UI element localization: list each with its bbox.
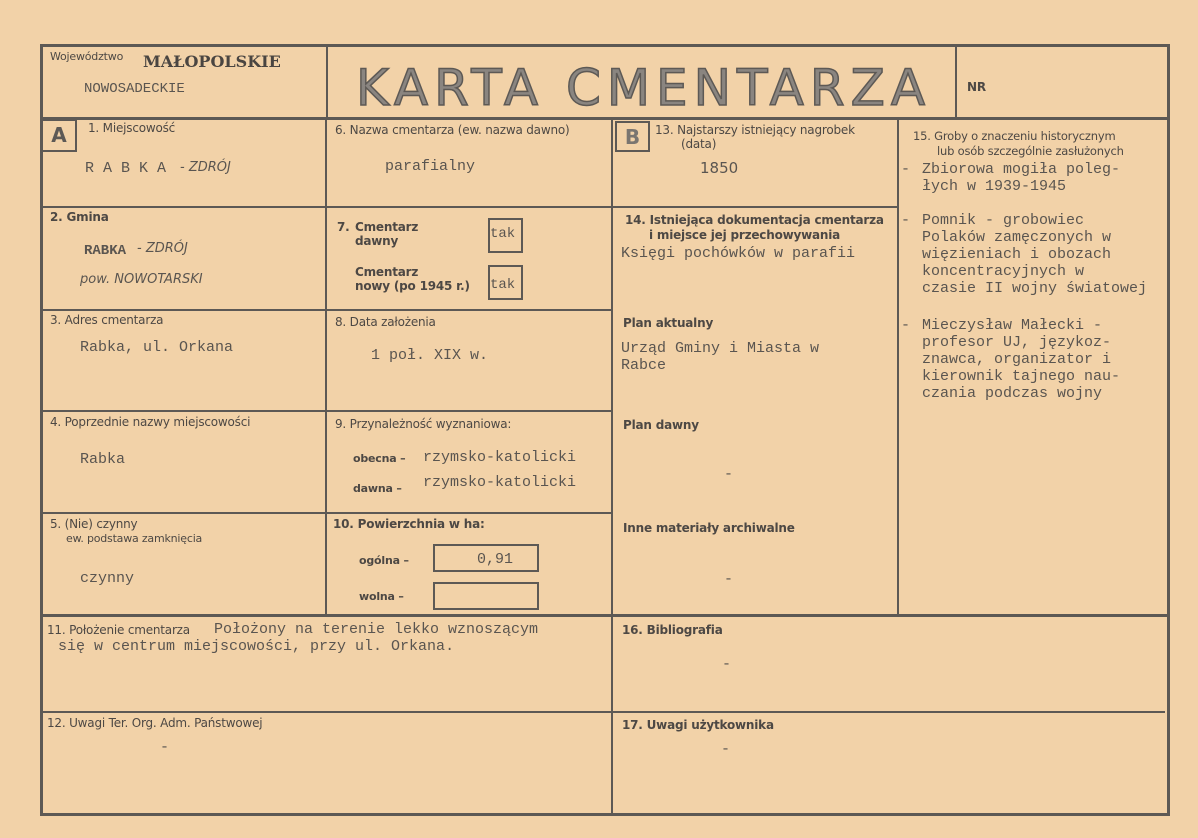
- field-16-value: -: [722, 656, 732, 673]
- wojewodztwo-value: MAŁOPOLSKIE: [143, 52, 281, 71]
- row-line: [326, 410, 612, 412]
- grave-entry-line: profesor UJ, językoz-: [922, 334, 1112, 351]
- field-9-dawna-value: rzymsko-katolicki: [423, 474, 577, 491]
- field-10-label: 10. Powierzchnia w ha:: [333, 517, 485, 531]
- field-2-value: RABKA: [84, 243, 127, 259]
- grave-entry-line: znawca, organizator i: [922, 351, 1112, 368]
- field-12-value: -: [160, 739, 170, 756]
- frame-bottom: [40, 813, 1170, 816]
- inne-materialy-label: Inne materiały archiwalne: [623, 521, 795, 535]
- page-title: KARTA CMENTARZA: [356, 59, 932, 117]
- field-8-value: 1 poł. XIX w.: [371, 347, 489, 364]
- field-14-label: 14. Istniejąca dokumentacja cmentarza: [625, 213, 884, 227]
- row-line: [326, 206, 612, 208]
- row-line: [612, 206, 898, 208]
- field-16-label: 16. Bibliografia: [622, 623, 723, 637]
- grave-entry-line: Polaków zamęczonych w: [922, 229, 1112, 246]
- field-7-nowy-checkbox[interactable]: tak: [488, 265, 523, 300]
- frame-top: [40, 44, 1170, 47]
- field-7-nowy-label-2: nowy (po 1945 r.): [355, 279, 470, 293]
- grave-entry-line: kierownik tajnego nau-: [922, 368, 1121, 385]
- plan-dawny-label: Plan dawny: [623, 418, 699, 432]
- inne-materialy-value: -: [724, 571, 734, 588]
- field-6-value: parafialny: [385, 158, 476, 175]
- field-13-sublabel: (data): [681, 137, 717, 151]
- header-vline-1: [326, 44, 328, 119]
- grave-entry-line: koncentracyjnych w: [922, 263, 1085, 280]
- field-3-value: Rabka, ul. Orkana: [80, 339, 234, 356]
- field-5-label: 5. (Nie) czynny: [50, 517, 138, 531]
- row-line: [40, 711, 1165, 713]
- field-5-sublabel: ew. podstawa zamknięcia: [66, 532, 203, 545]
- grave-entry-line: więzieniach i obozach: [922, 246, 1112, 263]
- field-15-sublabel: lub osób szczególnie zasłużonych: [937, 144, 1124, 158]
- field-10-wolna-label: wolna –: [359, 590, 404, 603]
- field-10-wolna-value[interactable]: [433, 582, 539, 610]
- grave-entry-line: czania podczas wojny: [922, 385, 1103, 402]
- field-9-obecna-label: obecna –: [353, 452, 406, 465]
- field-7-number: 7.: [337, 220, 350, 234]
- field-6-label: 6. Nazwa cmentarza (ew. nazwa dawno): [335, 123, 570, 137]
- plan-aktualny-line-2: Rabce: [621, 357, 667, 374]
- grave-entry-line: Pomnik - grobowiec: [922, 212, 1085, 229]
- plan-aktualny-line-1: Urząd Gminy i Miasta w: [621, 340, 820, 357]
- field-14-sublabel: i miejsce jej przechowywania: [649, 228, 841, 242]
- field-17-label: 17. Uwagi użytkownika: [622, 718, 774, 732]
- field-3-label: 3. Adres cmentarza: [50, 313, 164, 327]
- field-13-label: 13. Najstarszy istniejący nagrobek: [655, 123, 855, 137]
- row-line: [326, 512, 612, 514]
- field-7-dawny-label-2: dawny: [355, 234, 399, 248]
- field-1-value: R A B K A: [85, 160, 167, 177]
- row-line: [40, 512, 327, 514]
- field-11-label: 11. Położenie cmentarza: [47, 623, 190, 637]
- plan-dawny-value: -: [724, 466, 734, 483]
- field-9-label: 9. Przynależność wyznaniowa:: [335, 417, 512, 431]
- field-2-handwritten-district: pow. NOWOTARSKI: [80, 272, 203, 287]
- field-12-label: 12. Uwagi Ter. Org. Adm. Państwowej: [47, 716, 263, 730]
- field-10-ogolna-value[interactable]: 0,91: [433, 544, 539, 572]
- col-line-3: [897, 119, 899, 615]
- row-line: [326, 309, 612, 311]
- grave-entry-bullet: -: [901, 212, 911, 229]
- field-1-label: 1. Miejscowość: [88, 121, 176, 135]
- field-17-value: -: [721, 741, 731, 758]
- field-9-obecna-value: rzymsko-katolicki: [423, 449, 577, 466]
- grave-entry-line: czasie II wojny światowej: [922, 280, 1148, 297]
- wojewodztwo-label: Województwo: [50, 50, 124, 63]
- field-11-line-1: Położony na terenie lekko wznoszącym: [214, 621, 539, 638]
- field-15-label: 15. Groby o znaczeniu historycznym: [913, 129, 1116, 143]
- row-line: [40, 614, 1170, 617]
- field-7-dawny-label: Cmentarz: [355, 220, 419, 234]
- field-7-nowy-label: Cmentarz: [355, 265, 419, 279]
- row-line: [40, 309, 327, 311]
- field-13-value: 1850: [700, 159, 739, 177]
- section-b-marker: B: [615, 121, 650, 152]
- nr-label: NR: [967, 80, 986, 94]
- grave-entry-bullet: -: [901, 161, 911, 178]
- field-8-label: 8. Data założenia: [335, 315, 436, 329]
- field-7-dawny-checkbox[interactable]: tak: [488, 218, 523, 253]
- grave-entry-line: łych w 1939-1945: [922, 178, 1067, 195]
- field-4-value: Rabka: [80, 451, 126, 468]
- field-9-dawna-label: dawna –: [353, 482, 402, 495]
- col-line-1: [325, 119, 327, 615]
- row-line: [40, 410, 327, 412]
- grave-entry-line: Zbiorowa mogiła poleg-: [922, 161, 1121, 178]
- frame-right: [1167, 44, 1170, 816]
- field-5-value: czynny: [80, 570, 135, 587]
- field-2-label: 2. Gmina: [50, 210, 109, 224]
- plan-aktualny-label: Plan aktualny: [623, 316, 714, 330]
- col-line-2: [611, 119, 613, 813]
- frame-left: [40, 44, 43, 816]
- field-4-label: 4. Poprzednie nazwy miejscowości: [50, 415, 251, 429]
- field-11-line-2: się w centrum miejscowości, przy ul. Orkana.: [58, 638, 455, 655]
- row-line: [40, 206, 327, 208]
- field-1-handwritten: - ZDRÓJ: [180, 160, 231, 175]
- grave-entry-line: Mieczysław Małecki -: [922, 317, 1103, 334]
- field-10-ogolna-label: ogólna –: [359, 554, 409, 567]
- header-vline-2: [955, 44, 957, 119]
- wojewodztwo-old-value: NOWOSADECKIE: [84, 81, 185, 97]
- field-2-handwritten: - ZDRÓJ: [137, 241, 188, 256]
- grave-entry-bullet: -: [901, 317, 911, 334]
- field-14-value: Księgi pochówków w parafii: [621, 245, 856, 262]
- section-a-marker: A: [41, 119, 77, 152]
